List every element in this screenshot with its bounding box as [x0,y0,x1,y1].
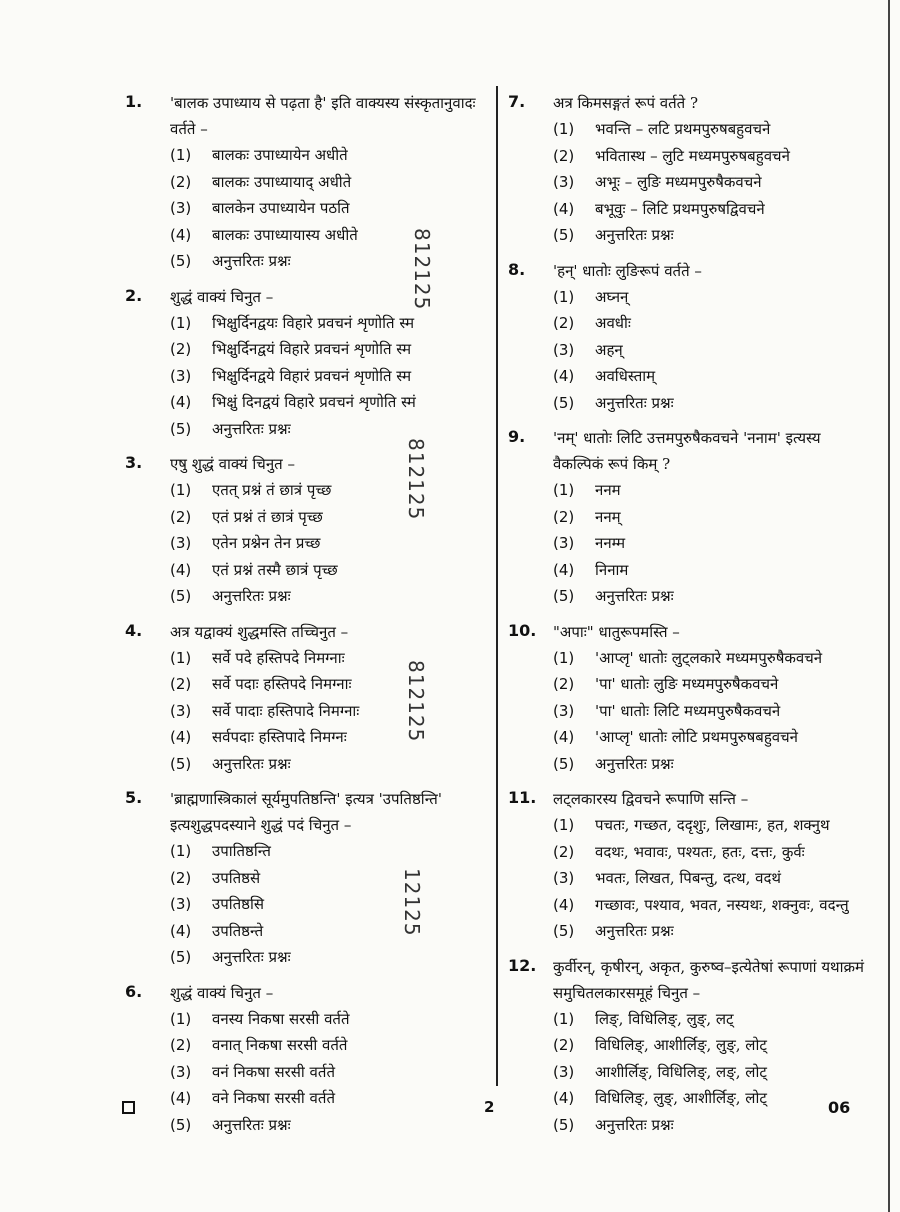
option-number: (4) [170,225,192,244]
option-number: (2) [170,340,192,358]
option-text: लिङ्, विधिलिङ्, लुङ्, लट् [595,1009,734,1028]
option-text: अनुत्तरितः प्रश्नः [595,587,674,605]
question-number: 11. [508,788,537,807]
option-text: अनुत्तरितः प्रश्नः [212,419,291,438]
left-question-column [125,90,495,1147]
answer-option [170,645,495,672]
option-number: (1) [553,120,575,138]
option-number: (1) [553,816,575,834]
question [508,90,868,249]
option-number: (5) [170,1115,192,1134]
option-text: सर्वपदाः हस्तिपादे निमग्नः [212,728,347,746]
option-text: अनुत्तरितः प्रश्नः [212,754,291,773]
option-text: भवितास्थ – लुटि मध्यमपुरुषबहुवचने [595,146,790,165]
exam-code-stamp: 812125 [410,228,434,311]
option-number: (3) [170,701,192,720]
option-number: (2) [553,314,575,332]
option-text: भिक्षुर्दिनद्वयः विहारे प्रवचनं शृणोति स्म [212,313,415,332]
option-text: ननम् [595,507,621,526]
exam-code-stamp: 812125 [404,438,428,521]
answer-option [553,892,868,919]
option-text: वने निकषा सरसी वर्तते [212,1089,335,1107]
option-text: अनुत्तरितः प्रश्नः [595,754,674,773]
question-stem: अत्र यद्वाक्यं शुद्धमस्ति तच्चिनुत – [170,622,349,641]
option-text: पचतः, गच्छत, ददृशुः, लिखामः, हत, शक्नुथ [595,816,830,834]
option-text: बालकः उपाध्यायाद् अधीते [212,172,352,191]
answer-option [553,169,868,196]
question [125,284,495,443]
answer-option [170,142,495,169]
option-number: (4) [553,199,575,218]
option-text: 'आप्लृ' धातोः लुट्लकारे मध्यमपुरुषैकवचने [595,648,823,667]
option-text: एतत् प्रश्नं तं छात्रं पृच्छ [212,481,332,499]
option-text: भवतः, लिखत, पिबन्तु, दत्थ, वदथं [595,869,782,887]
option-text: सर्वे पादाः हस्तिपादे निमग्नाः [212,701,360,720]
option-number: (4) [553,728,575,746]
option-number: (3) [170,534,192,552]
answer-option [170,583,495,610]
answer-option [553,477,868,504]
option-text: अनुत्तरितः प्रश्नः [595,393,674,412]
answer-option [553,1112,868,1139]
answer-option [553,698,868,725]
question-number: 5. [125,788,143,807]
option-number: (4) [170,728,192,746]
option-number: (1) [170,313,192,332]
question [508,619,868,778]
option-number: (5) [553,393,575,412]
option-number: (5) [170,587,192,605]
option-number: (2) [170,675,192,693]
option-number: (5) [553,922,575,940]
option-number: (4) [553,1089,575,1107]
option-text: 'पा' धातोः लुङि मध्यमपुरुषैकवचने [595,675,779,693]
option-number: (4) [553,560,575,579]
question [508,786,868,945]
option-text: अनुत्तरितः प्रश्नः [212,948,291,966]
answer-option [170,363,495,390]
answer-option [170,838,495,865]
option-number: (4) [553,367,575,385]
answer-option [553,557,868,584]
answer-option [170,865,495,892]
option-text: विधिलिङ्, आशीर्लिङ्, लुङ्, लोट् [595,1036,767,1054]
answer-option [553,116,868,143]
option-number: (3) [170,199,192,217]
answer-option [170,416,495,443]
option-number: (3) [553,340,575,359]
answer-option [170,751,495,778]
option-text: वनं निकषा सरसी वर्तते [212,1062,335,1081]
answer-option [553,222,868,249]
option-number: (5) [553,754,575,773]
answer-option [170,1006,495,1033]
question [508,954,868,1139]
answer-option [170,1085,495,1112]
answer-option [553,645,868,672]
answer-option [553,1059,868,1086]
answer-option [170,1059,495,1086]
column-divider [496,86,498,1086]
option-text: अनुत्तरितः प्रश्नः [595,922,674,940]
question-number: 7. [508,92,526,111]
option-number: (5) [170,948,192,966]
answer-option [553,751,868,778]
answer-option [553,583,868,610]
option-number: (5) [170,252,192,270]
exam-code-stamp: 812125 [404,660,428,743]
option-text: भिक्षुर्दिनद्वये विहारं प्रवचनं शृणोति स्म [212,366,412,385]
answer-option [553,724,868,751]
question-stem: शुद्धं वाक्यं चिनुत – [170,983,274,1002]
option-text: सर्वे पदाः हस्तिपदे निमग्नाः [212,675,352,693]
option-number: (2) [170,1036,192,1054]
option-number: (2) [553,1036,575,1054]
option-text: एतेन प्रश्नेन तेन प्रच्छ [212,534,321,552]
option-number: (2) [553,675,575,693]
answer-option [553,671,868,698]
option-number: (1) [170,648,192,667]
answer-option [170,557,495,584]
option-text: वनस्य निकषा सरसी वर्तते [212,1009,350,1028]
option-text: बालकेन उपाध्यायेन पठति [212,199,350,217]
option-text: ननम [595,481,621,499]
option-text: ननम्म [595,534,626,552]
option-number: (3) [170,1062,192,1081]
question [125,786,495,971]
question-number: 2. [125,285,143,305]
option-text: सर्वे पदे हस्तिपदे निमग्नाः [212,648,345,667]
option-text: विधिलिङ्, लुङ्, आशीर्लिङ्, लोट् [595,1089,767,1107]
question-stem: अत्र किमसङ्गतं रूपं वर्तते ? [553,94,699,112]
question-number: 1. [125,92,143,111]
option-number: (2) [553,146,575,165]
question-number: 8. [508,259,526,279]
answer-option [553,196,868,223]
answer-option [553,865,868,892]
option-text: बभूवुः – लिटि प्रथमपुरुषद्विवचने [595,199,765,218]
question-stem: 'हन्' धातोः लुङिरूपं वर्तते – [553,261,702,280]
option-number: (5) [553,226,575,244]
option-text: अनुत्तरितः प्रश्नः [212,587,291,605]
answer-option [170,222,495,249]
option-number: (1) [170,146,192,164]
option-number: (3) [553,869,575,887]
right-question-column [508,90,868,1147]
option-number: (1) [170,1009,192,1028]
option-number: (3) [170,895,192,913]
option-number: (4) [553,895,575,914]
booklet-code: 06 [828,1098,851,1117]
answer-option [170,477,495,504]
option-number: (4) [170,560,192,579]
option-text: अनुत्तरितः प्रश्नः [595,226,674,244]
answer-option [553,530,868,557]
option-number: (4) [170,921,192,940]
answer-option [170,724,495,751]
option-text: 'आप्लृ' धातोः लोटि प्रथमपुरुषबहुवचने [595,728,798,746]
option-text: एतं प्रश्नं तं छात्रं पृच्छ [212,507,323,526]
option-number: (2) [553,507,575,526]
answer-option [553,1006,868,1033]
option-text: उपतिष्ठसे [212,868,261,887]
question [508,425,868,610]
option-text: एतं प्रश्नं तस्मै छात्रं पृच्छ [212,560,338,579]
question [125,90,495,275]
answer-option [170,1112,495,1139]
option-text: अभूः – लुङि मध्यमपुरुषैकवचने [595,173,762,191]
option-text: अघ्नन् [595,287,629,306]
answer-option [170,671,495,698]
answer-option [553,1085,868,1112]
question-number: 9. [508,427,526,446]
option-text: भवन्ति – लटि प्रथमपुरुषबहुवचने [595,120,771,138]
answer-option [170,336,495,363]
option-number: (2) [553,842,575,861]
answer-option [553,143,868,170]
option-number: (3) [553,534,575,552]
page-number: 2 [484,1098,495,1116]
option-number: (1) [553,1009,575,1028]
question-stem: "अपाः" धातुरूपमस्ति – [553,622,680,641]
answer-option [553,918,868,945]
question [508,258,868,417]
answer-option [553,1032,868,1059]
question-number: 10. [508,620,537,640]
answer-option [553,390,868,417]
option-text: अहन् [595,340,623,359]
option-text: अनुत्तरितः प्रश्नः [212,252,291,270]
answer-option [553,284,868,311]
corner-marker [122,1101,135,1114]
exam-code-stamp: 12125 [400,868,424,937]
option-text: अनुत्तरितः प्रश्नः [595,1115,674,1134]
option-text: अनुत्तरितः प्रश्नः [212,1115,291,1134]
option-number: (2) [170,172,192,191]
option-text: उपातिष्ठन्ति [212,842,271,860]
option-text: बालकः उपाध्यायेन अधीते [212,146,348,164]
page-edge [888,0,890,1212]
answer-option [170,891,495,918]
answer-option [170,698,495,725]
answer-option [170,530,495,557]
option-text: अवधिस्ताम् [595,367,656,385]
option-number: (3) [553,1062,575,1081]
answer-option [553,337,868,364]
answer-option [170,169,495,196]
question [125,980,495,1139]
option-text: 'पा' धातोः लिटि मध्यमपुरुषैकवचने [595,701,781,720]
option-text: वनात् निकषा सरसी वर्तते [212,1036,348,1054]
question-stem: लट्लकारस्य द्विवचने रूपाणि सन्ति – [553,790,749,808]
question-number: 6. [125,981,143,1001]
question-stem: कुर्वीरन्, कृषीरन्, अकृत, कुरुष्व–इत्येतेषां रूपाणां यथाक्रमं समुचितलकारसमूहं चिनुत – [553,957,864,1002]
answer-option [170,389,495,416]
option-text: उपतिष्ठसि [212,895,265,913]
option-text: भिक्षुर्दिनद्वयं विहारे प्रवचनं शृणोति स्म [212,340,412,358]
answer-option [170,918,495,945]
option-text: भिक्षुं दिनद्वयं विहारे प्रवचनं शृणोति स्मं [212,393,416,411]
option-number: (5) [553,1115,575,1134]
answer-option [553,812,868,839]
answer-option [170,195,495,222]
question-stem: 'ब्राह्मणास्त्रिकालं सूर्यमुपतिष्ठन्ति' इत्यत्र 'उपतिष्ठन्ति' इत्यशुद्धपदस्याने शुद्धं पदं चिनुत – [170,790,442,834]
option-number: (1) [170,842,192,860]
answer-option [553,839,868,866]
answer-option [170,310,495,337]
option-number: (4) [170,393,192,411]
option-text: अवधीः [595,314,631,332]
answer-option [553,504,868,531]
option-number: (1) [553,648,575,667]
question-number: 12. [508,955,537,975]
option-number: (1) [553,481,575,499]
option-text: वदथः, भवावः, पश्यतः, हतः, दत्तः, कुर्वः [595,842,805,861]
question-stem: एषु शुद्धं वाक्यं चिनुत – [170,455,295,473]
answer-option [170,944,495,971]
option-text: उपतिष्ठन्ते [212,921,264,940]
option-number: (4) [170,1089,192,1107]
answer-option [170,1032,495,1059]
option-number: (5) [170,419,192,438]
option-number: (3) [170,366,192,385]
question [125,451,495,610]
option-number: (2) [170,868,192,887]
question-stem: 'बालक उपाध्याय से पढ़ता है' इति वाक्यस्य संस्कृतानुवादः वर्तते – [170,94,476,138]
question-number: 3. [125,453,143,472]
answer-option [553,363,868,390]
answer-option [553,310,868,337]
option-number: (2) [170,507,192,526]
question-stem: शुद्धं वाक्यं चिनुत – [170,287,274,306]
option-number: (5) [553,587,575,605]
option-text: आशीर्लिङ्, विधिलिङ्, लङ्, लोट् [595,1062,767,1081]
question [125,619,495,778]
answer-option [170,248,495,275]
option-text: बालकः उपाध्यायास्य अधीते [212,225,358,244]
option-number: (1) [170,481,192,499]
option-text: निनाम [595,560,629,579]
question-stem: 'नम्' धातोः लिटि उत्तमपुरुषैकवचने 'ननाम' इत्यस्य वैकल्पिकं रूपं किम् ? [553,429,821,473]
option-number: (5) [170,754,192,773]
option-text: गच्छावः, पश्याव, भवत, नस्यथः, शक्नुवः, वदन्तु [595,895,849,914]
option-number: (1) [553,287,575,306]
answer-option [170,504,495,531]
question-number: 4. [125,620,143,640]
option-number: (3) [553,701,575,720]
option-number: (3) [553,173,575,191]
